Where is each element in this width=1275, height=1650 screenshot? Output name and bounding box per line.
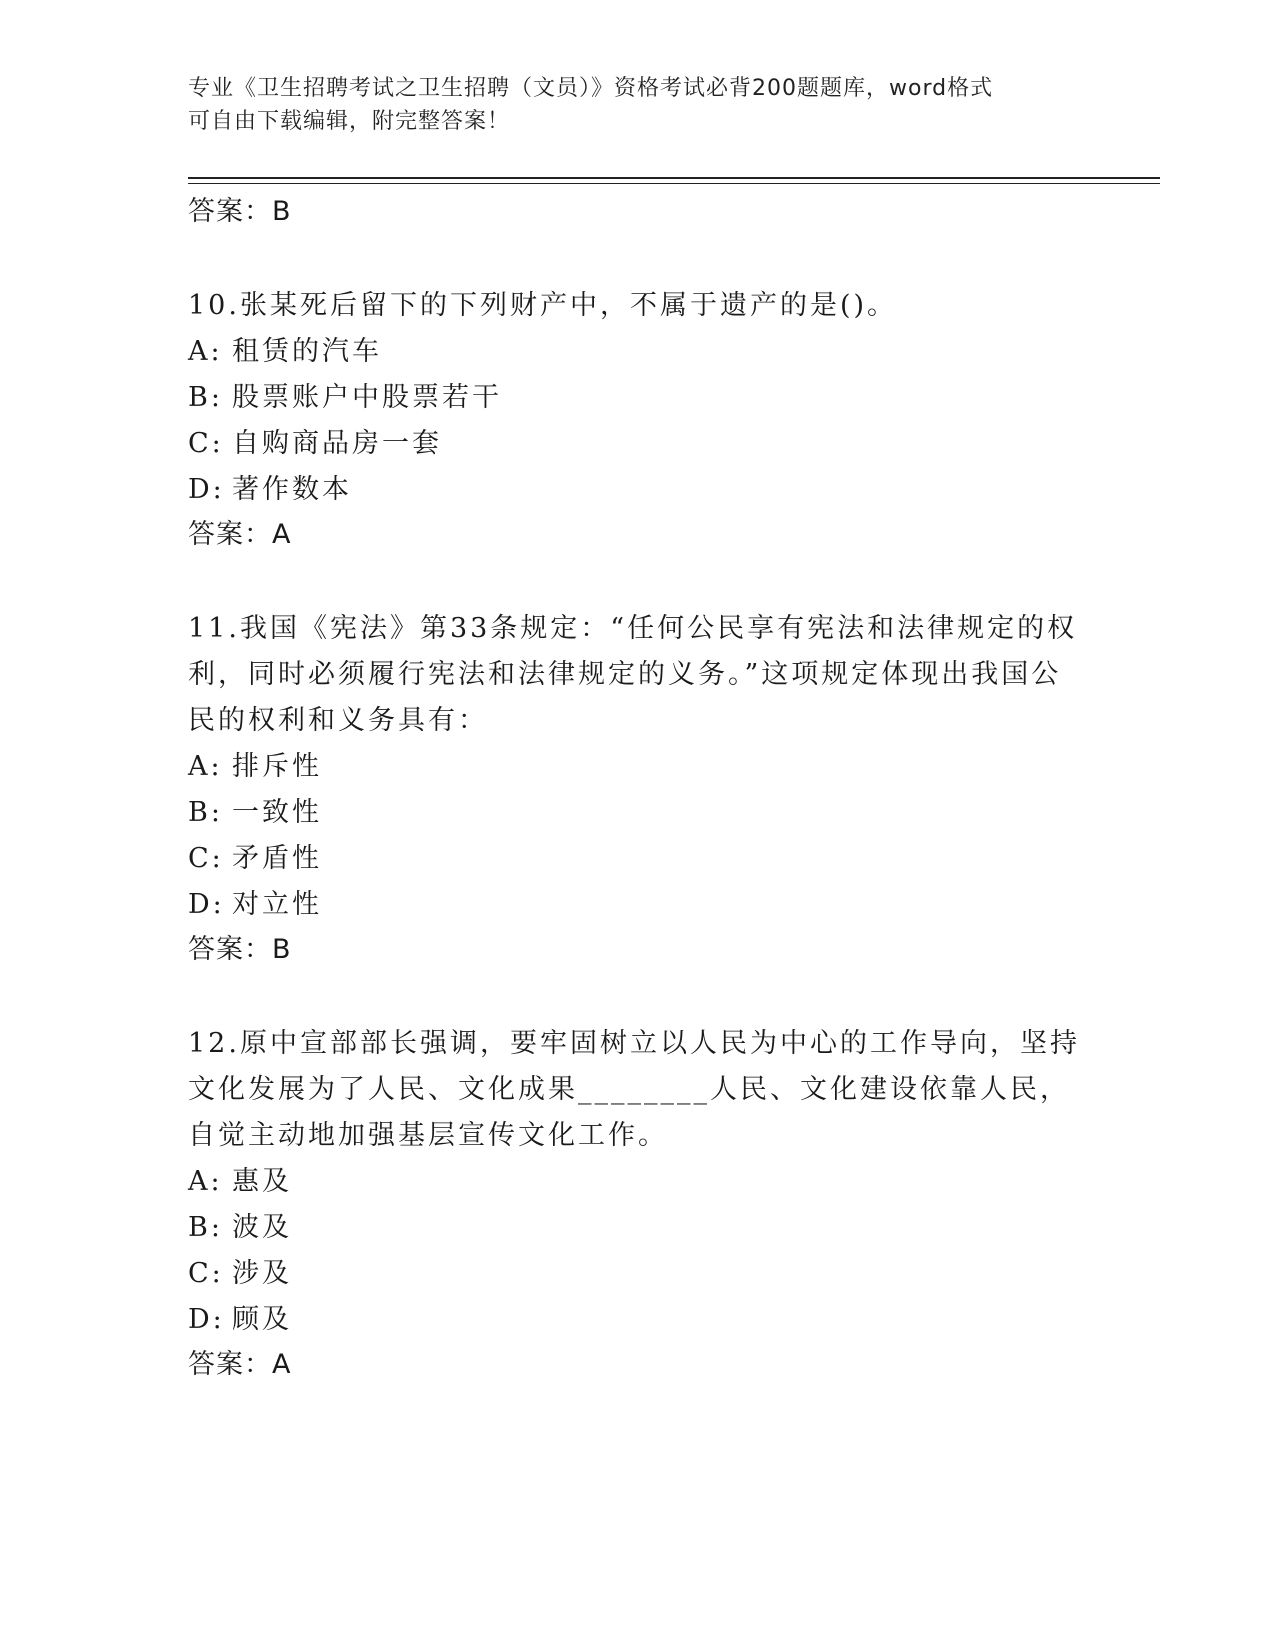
option-d <box>188 1297 1088 1343</box>
question-block <box>188 1021 1088 1387</box>
option-letter: A: <box>188 1166 223 1197</box>
header-rule-thick <box>188 177 1160 179</box>
question-block <box>188 283 1088 557</box>
option-c <box>188 421 1088 467</box>
option-text: 惠及 <box>232 1166 292 1197</box>
option-text: 股票账户中股票若干 <box>232 382 502 413</box>
option-text: 排斥性 <box>232 751 322 782</box>
header-line-2: 可自由下载编辑，附完整答案！ <box>188 109 511 134</box>
option-text: 波及 <box>232 1212 292 1243</box>
question-block <box>188 606 1088 972</box>
question-text: 10.张某死后留下的下列财产中，不属于遗产的是()。 <box>188 290 898 321</box>
option-letter: C: <box>188 428 224 459</box>
option-letter: D: <box>188 474 225 505</box>
option-text: 涉及 <box>232 1258 292 1289</box>
option-letter: C: <box>188 1258 224 1289</box>
option-a <box>188 329 1088 375</box>
previous-answer: 答案：B <box>188 196 292 227</box>
question-text: 12.原中宣部部长强调，要牢固树立以人民为中心的工作导向，坚持文化发展为了人民、文化成果________人民、文化建设依靠人民，自觉主动地加强基层宣传文化工作。 <box>188 1028 1080 1151</box>
option-text: 著作数本 <box>232 474 352 505</box>
answer-line: 答案：B <box>188 934 292 965</box>
option-c <box>188 1251 1088 1297</box>
answer-line: 答案：A <box>188 1349 292 1380</box>
option-text: 对立性 <box>232 889 322 920</box>
option-letter: B: <box>188 1212 223 1243</box>
option-letter: D: <box>188 1304 225 1335</box>
option-b <box>188 1205 1088 1251</box>
option-text: 顾及 <box>232 1304 292 1335</box>
option-d <box>188 467 1088 513</box>
option-letter: C: <box>188 843 224 874</box>
option-letter: A: <box>188 336 223 367</box>
option-letter: B: <box>188 382 223 413</box>
header-rule-thin <box>188 183 1160 184</box>
option-b <box>188 790 1088 836</box>
header-line-1: 专业《卫生招聘考试之卫生招聘（文员）》资格考试必背200题题库，word格式 <box>188 76 994 101</box>
option-text: 租赁的汽车 <box>232 336 382 367</box>
option-letter: D: <box>188 889 225 920</box>
document-header <box>188 72 1088 138</box>
option-c <box>188 836 1088 882</box>
option-a <box>188 1159 1088 1205</box>
option-d <box>188 882 1088 928</box>
document-body <box>188 190 1088 1387</box>
option-b <box>188 375 1088 421</box>
option-text: 一致性 <box>232 797 322 828</box>
option-letter: A: <box>188 751 223 782</box>
option-letter: B: <box>188 797 223 828</box>
answer-line: 答案：A <box>188 519 292 550</box>
option-text: 自购商品房一套 <box>232 428 442 459</box>
option-a <box>188 744 1088 790</box>
question-text: 11.我国《宪法》第33条规定：“任何公民享有宪法和法律规定的权利，同时必须履行宪法和法律规定的义务。”这项规定体现出我国公民的权利和义务具有： <box>188 613 1078 736</box>
option-text: 矛盾性 <box>232 843 322 874</box>
